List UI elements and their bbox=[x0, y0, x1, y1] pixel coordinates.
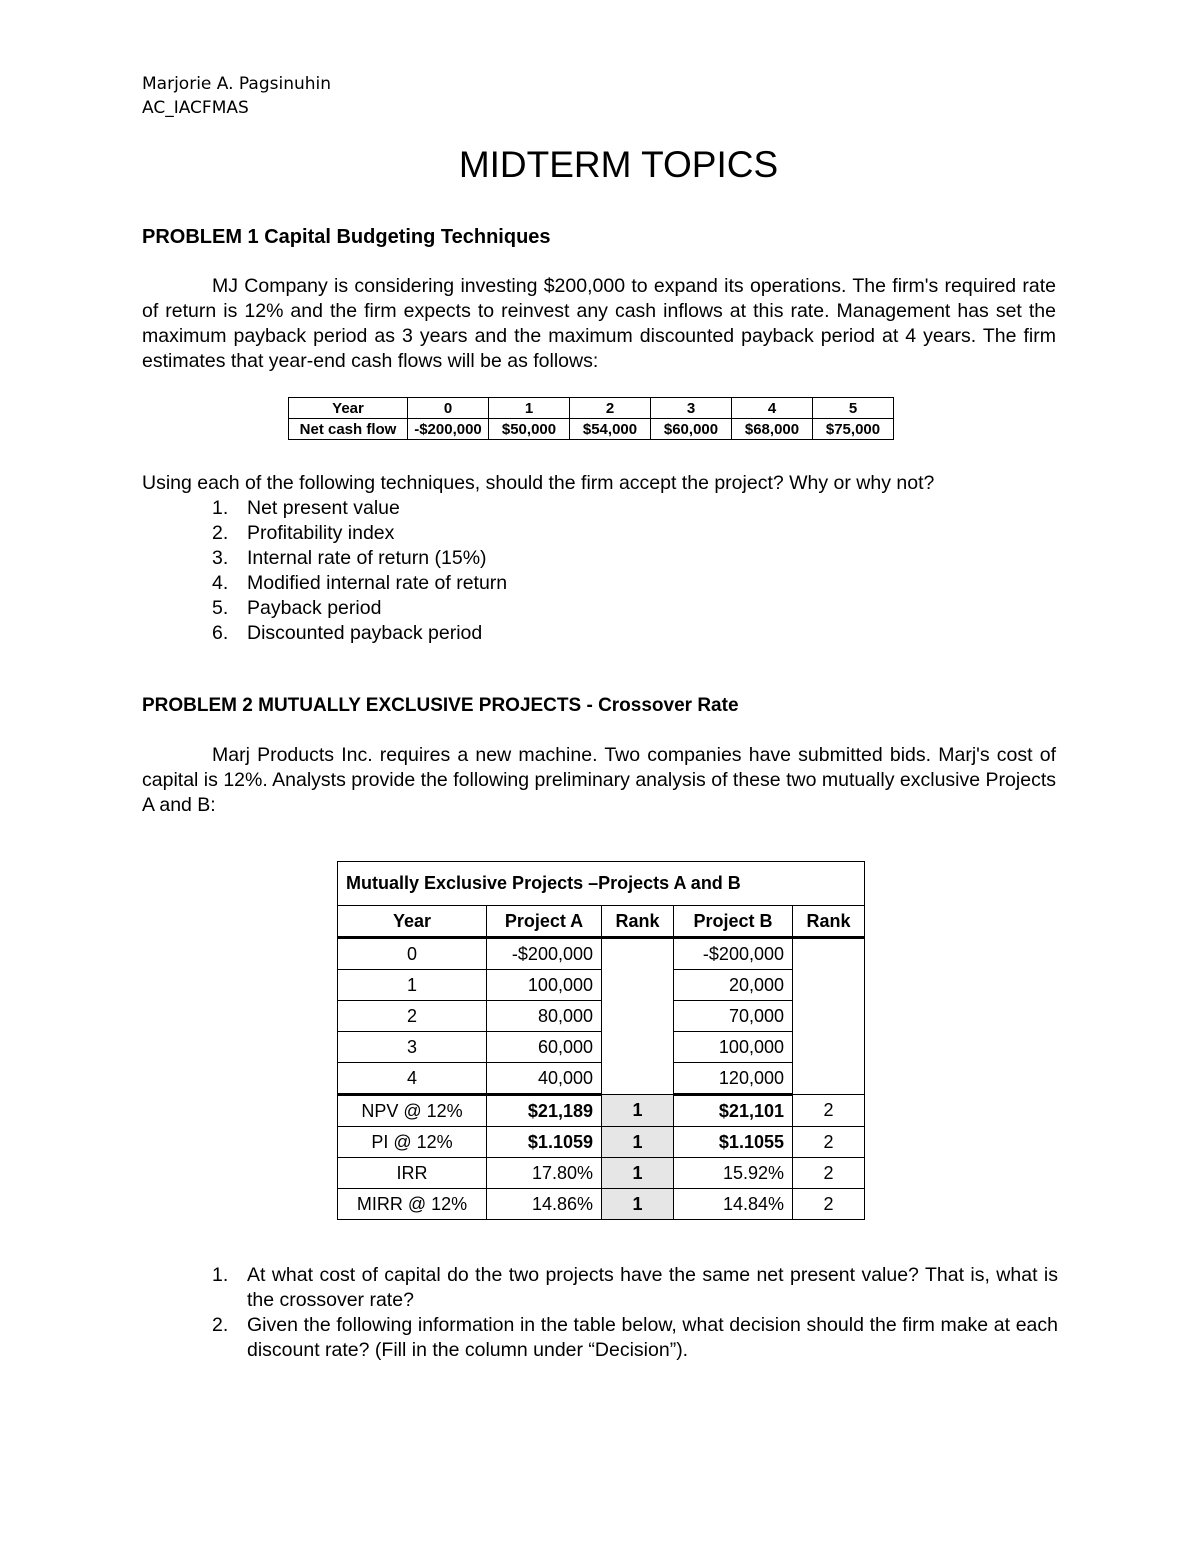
rank-b-value: 2 bbox=[793, 1127, 865, 1158]
list-text: Profitability index bbox=[247, 522, 395, 544]
year-cell: 1 bbox=[338, 970, 487, 1001]
cashflow-year-row bbox=[289, 398, 894, 419]
list-number: 2. bbox=[212, 522, 229, 544]
metric-row bbox=[338, 1158, 865, 1189]
problem2-heading: PROBLEM 2 MUTUALLY EXCLUSIVE PROJECTS - Crossover Rate bbox=[142, 695, 739, 716]
year-cell: 4 bbox=[338, 1063, 487, 1095]
project-b-cell: 20,000 bbox=[674, 970, 793, 1001]
problem1-heading: PROBLEM 1 Capital Budgeting Techniques bbox=[142, 226, 551, 248]
year-cell: 5 bbox=[813, 398, 894, 419]
list-item bbox=[142, 1263, 1058, 1313]
metric-row bbox=[338, 1095, 865, 1127]
list-text: Modified internal rate of return bbox=[247, 572, 508, 594]
project-a-metric: 14.86% bbox=[487, 1189, 602, 1220]
list-text: At what cost of capital do the two projects have the same net present value? That is, what is the crossover rate? bbox=[247, 1264, 1058, 1311]
project-b-cell: 100,000 bbox=[674, 1032, 793, 1063]
table-row bbox=[338, 1063, 865, 1095]
table-row bbox=[338, 938, 865, 970]
list-text: Internal rate of return (15%) bbox=[247, 547, 487, 569]
metric-label: IRR bbox=[338, 1158, 487, 1189]
year-cell: 3 bbox=[651, 398, 732, 419]
project-b-cell: 70,000 bbox=[674, 1001, 793, 1032]
list-number: 1. bbox=[212, 1264, 229, 1286]
cashflow-cell: $50,000 bbox=[489, 419, 570, 440]
table-caption-row bbox=[338, 862, 865, 906]
cashflow-label: Net cash flow bbox=[289, 419, 408, 440]
problem2-questions bbox=[142, 1263, 1058, 1363]
project-a-metric: $1.1059 bbox=[487, 1127, 602, 1158]
author-block bbox=[142, 72, 331, 120]
cashflow-cell: $75,000 bbox=[813, 419, 894, 440]
header-project-b: Project B bbox=[674, 906, 793, 938]
project-a-cell: 40,000 bbox=[487, 1063, 602, 1095]
table-row bbox=[338, 1001, 865, 1032]
list-number: 1. bbox=[212, 497, 229, 519]
rank-a-value: 1 bbox=[602, 1127, 674, 1158]
header-project-a: Project A bbox=[487, 906, 602, 938]
list-number: 4. bbox=[212, 572, 229, 594]
header-year: Year bbox=[338, 906, 487, 938]
year-cell: 0 bbox=[408, 398, 489, 419]
cashflow-cell: -$200,000 bbox=[408, 419, 489, 440]
year-label: Year bbox=[289, 398, 408, 419]
project-b-cell: 120,000 bbox=[674, 1063, 793, 1095]
list-item bbox=[142, 546, 507, 571]
list-item bbox=[142, 571, 507, 596]
page-title: MIDTERM TOPICS bbox=[458, 144, 779, 185]
list-item bbox=[142, 621, 507, 646]
project-b-metric: $21,101 bbox=[674, 1095, 793, 1127]
problem1-question: Using each of the following techniques, should the firm accept the project? Why or why not? bbox=[142, 472, 935, 494]
project-b-metric: 15.92% bbox=[674, 1158, 793, 1189]
list-item bbox=[142, 521, 507, 546]
techniques-list bbox=[142, 496, 507, 646]
cashflow-cell: $60,000 bbox=[651, 419, 732, 440]
list-text: Discounted payback period bbox=[247, 622, 483, 644]
year-cell: 0 bbox=[338, 938, 487, 970]
header-rank-a: Rank bbox=[602, 906, 674, 938]
list-text: Payback period bbox=[247, 597, 382, 619]
header-rank-b: Rank bbox=[793, 906, 865, 938]
project-a-cell: 60,000 bbox=[487, 1032, 602, 1063]
course-code: AC_IACFMAS bbox=[142, 98, 249, 118]
metric-label: PI @ 12% bbox=[338, 1127, 487, 1158]
cashflow-value-row bbox=[289, 419, 894, 440]
year-cell: 3 bbox=[338, 1032, 487, 1063]
metric-row bbox=[338, 1189, 865, 1220]
list-item bbox=[142, 496, 507, 521]
list-number: 3. bbox=[212, 547, 229, 569]
project-b-cell: -$200,000 bbox=[674, 938, 793, 970]
problem2-paragraph: Marj Products Inc. requires a new machine. Two companies have submitted bids. Marj's cost of capital is 12%. Analysts provide the following preliminary analysis of these two mutually exclusive Projects A and B: bbox=[142, 744, 1056, 816]
rank-a-value: 1 bbox=[602, 1158, 674, 1189]
rank-b-value: 2 bbox=[793, 1189, 865, 1220]
rank-b-blank bbox=[793, 938, 865, 1095]
year-cell: 1 bbox=[489, 398, 570, 419]
table-row bbox=[338, 970, 865, 1001]
project-a-cell: -$200,000 bbox=[487, 938, 602, 970]
metric-label: NPV @ 12% bbox=[338, 1095, 487, 1127]
year-cell: 4 bbox=[732, 398, 813, 419]
project-a-metric: $21,189 bbox=[487, 1095, 602, 1127]
list-item bbox=[142, 1313, 1058, 1363]
list-number: 2. bbox=[212, 1314, 229, 1336]
project-a-cell: 100,000 bbox=[487, 970, 602, 1001]
list-text: Given the following information in the table below, what decision should the firm make at each discount rate? (Fill in the column under “Decision”). bbox=[247, 1314, 1058, 1361]
table-row bbox=[338, 1032, 865, 1063]
rank-a-blank bbox=[602, 938, 674, 1095]
year-cell: 2 bbox=[338, 1001, 487, 1032]
problem1-paragraph: MJ Company is considering investing $200,000 to expand its operations. The firm's required rate of return is 12% and the firm expects to reinvest any cash inflows at this rate. Management has set the maximum payback period as 3 years and the maximum discounted payback period at 4 years. The firm estimates that year-end cash flows will be as follows: bbox=[142, 275, 1056, 372]
rank-b-value: 2 bbox=[793, 1158, 865, 1189]
project-a-cell: 80,000 bbox=[487, 1001, 602, 1032]
project-b-metric: 14.84% bbox=[674, 1189, 793, 1220]
rank-a-value: 1 bbox=[602, 1189, 674, 1220]
list-item bbox=[142, 596, 507, 621]
cashflow-table bbox=[288, 397, 894, 440]
rank-a-value: 1 bbox=[602, 1095, 674, 1127]
author-name: Marjorie A. Pagsinuhin bbox=[142, 74, 332, 94]
list-text: Net present value bbox=[247, 497, 400, 519]
cashflow-cell: $54,000 bbox=[570, 419, 651, 440]
rank-b-value: 2 bbox=[793, 1095, 865, 1127]
year-cell: 2 bbox=[570, 398, 651, 419]
metric-label: MIRR @ 12% bbox=[338, 1189, 487, 1220]
table-caption: Mutually Exclusive Projects –Projects A and B bbox=[338, 862, 865, 906]
project-b-metric: $1.1055 bbox=[674, 1127, 793, 1158]
table-header-row bbox=[338, 906, 865, 938]
list-number: 6. bbox=[212, 622, 229, 644]
project-a-metric: 17.80% bbox=[487, 1158, 602, 1189]
list-number: 5. bbox=[212, 597, 229, 619]
cashflow-cell: $68,000 bbox=[732, 419, 813, 440]
projects-table bbox=[337, 861, 865, 1220]
metric-row bbox=[338, 1127, 865, 1158]
